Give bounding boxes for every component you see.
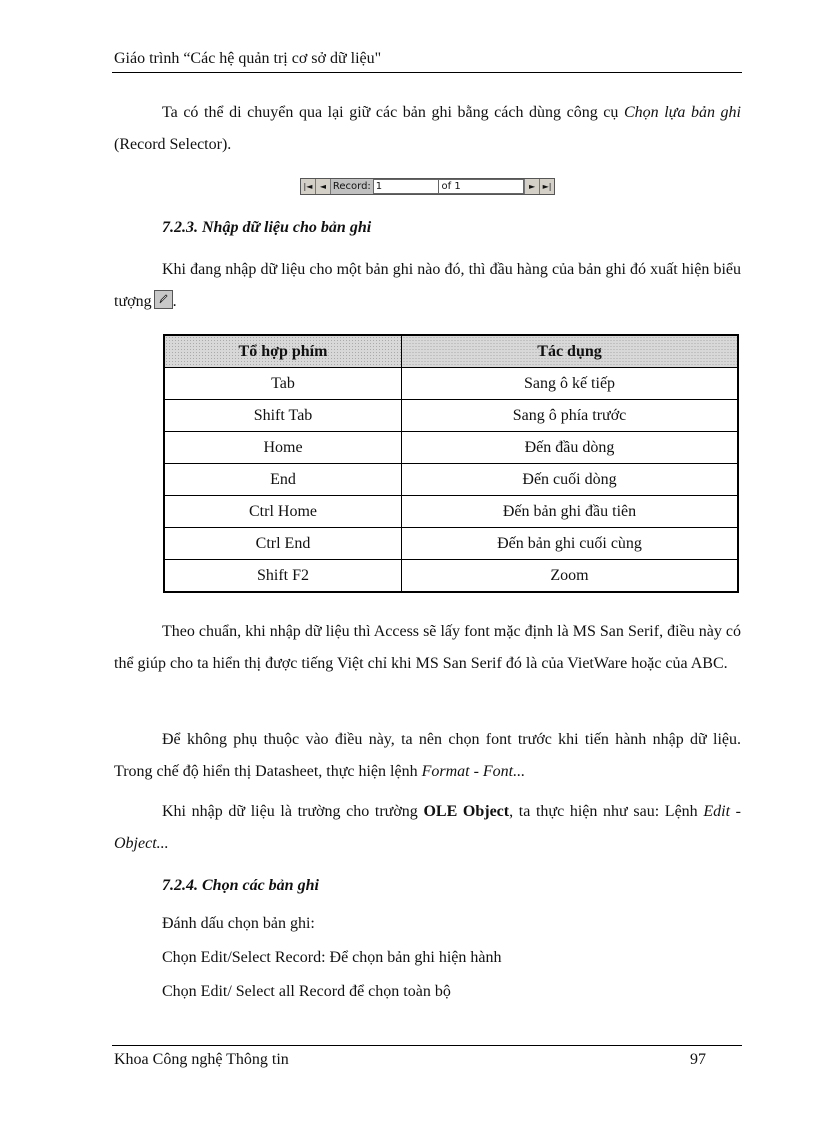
key-cell: End	[164, 464, 402, 496]
select-line-3: Chọn Edit/ Select all Record để chọn toàn bộ	[162, 983, 451, 1000]
footer-divider	[112, 1045, 742, 1046]
effect-cell: Zoom	[402, 560, 739, 593]
effect-cell: Đến đầu dòng	[402, 432, 739, 464]
table-row	[164, 528, 738, 560]
effect-cell: Sang ô phía trước	[402, 400, 739, 432]
table-row	[164, 496, 738, 528]
section-723-paragraph	[114, 254, 741, 318]
page-header-title: Giáo trình “Các hệ quản trị cơ sở dữ liệu"	[114, 50, 382, 67]
record-count: of 1	[439, 179, 525, 194]
table-row	[164, 400, 738, 432]
table-row	[164, 432, 738, 464]
ole-field-type: OLE Object	[423, 803, 510, 820]
table-row	[164, 464, 738, 496]
intro-tool-name: Chọn lựa bản ghi	[623, 104, 741, 121]
key-shortcut-table	[163, 334, 739, 593]
record-selector	[300, 178, 555, 195]
last-record-button[interactable]: ►|	[539, 179, 554, 194]
next-record-button[interactable]: ►	[524, 179, 539, 194]
format-font-command: Format - Font...	[421, 763, 526, 780]
section-723-heading: 7.2.3. Nhập dữ liệu cho bản ghi	[162, 219, 372, 236]
footer-faculty: Khoa Công nghệ Thông tin	[114, 1051, 289, 1068]
ole-text-before: Khi nhập dữ liệu là trường cho trường	[162, 803, 424, 820]
intro-text-after: (Record Selector).	[114, 136, 232, 153]
edit-object-command: Edit - Object...	[114, 803, 741, 852]
column-header-keys: Tổ hợp phím	[164, 335, 402, 368]
table-header-row	[164, 335, 738, 368]
intro-paragraph	[114, 97, 741, 161]
previous-record-button[interactable]: ◄	[316, 179, 331, 194]
page-number: 97	[690, 1051, 706, 1068]
key-cell: Tab	[164, 368, 402, 400]
effect-cell: Sang ô kế tiếp	[402, 368, 739, 400]
ole-text-after: , ta thực hiện như sau: Lệnh	[509, 803, 704, 820]
section-723-text: Khi đang nhập dữ liệu cho một bản ghi nào đó, thì đầu hàng của bản ghi đó xuất hiện biểu tượng	[114, 261, 741, 310]
key-cell: Shift F2	[164, 560, 402, 593]
select-line-2: Chọn Edit/Select Record: Để chọn bản ghi hiện hành	[162, 949, 502, 966]
header-divider	[112, 72, 742, 73]
intro-text-before: Ta có thể di chuyển qua lại giữ các bản ghi bằng cách dùng công cụ	[162, 104, 624, 121]
section-724-heading: 7.2.4. Chọn các bản ghi	[162, 877, 319, 894]
pencil-icon	[154, 290, 173, 309]
column-header-effect: Tác dụng	[402, 335, 739, 368]
select-line-1: Đánh dấu chọn bản ghi:	[162, 915, 315, 932]
key-cell: Home	[164, 432, 402, 464]
key-cell: Ctrl End	[164, 528, 402, 560]
section-723-period: .	[172, 293, 177, 310]
table-row	[164, 560, 738, 593]
independent-font-paragraph	[114, 724, 741, 788]
font-paragraph: Theo chuẩn, khi nhập dữ liệu thì Access sẽ lấy font mặc định là MS San Serif, điều này có thể giúp cho ta hiển thị được tiếng Việt chỉ khi MS San Serif đó là của VietWare hoặc của ABC.	[114, 623, 741, 672]
table-row	[164, 368, 738, 400]
ole-paragraph	[114, 796, 741, 860]
effect-cell: Đến cuối dòng	[402, 464, 739, 496]
key-cell: Ctrl Home	[164, 496, 402, 528]
key-cell: Shift Tab	[164, 400, 402, 432]
effect-cell: Đến bản ghi cuối cùng	[402, 528, 739, 560]
record-label: Record:	[332, 181, 371, 192]
independent-font-text: Để không phụ thuộc vào điều này, ta nên chọn font trước khi tiến hành nhập dữ liệu. Trong chế độ hiển thị Datasheet, thực hiện lệnh	[114, 731, 741, 780]
record-number-input[interactable]: 1	[373, 179, 439, 194]
first-record-button[interactable]: |◄	[301, 179, 316, 194]
effect-cell: Đến bản ghi đầu tiên	[402, 496, 739, 528]
